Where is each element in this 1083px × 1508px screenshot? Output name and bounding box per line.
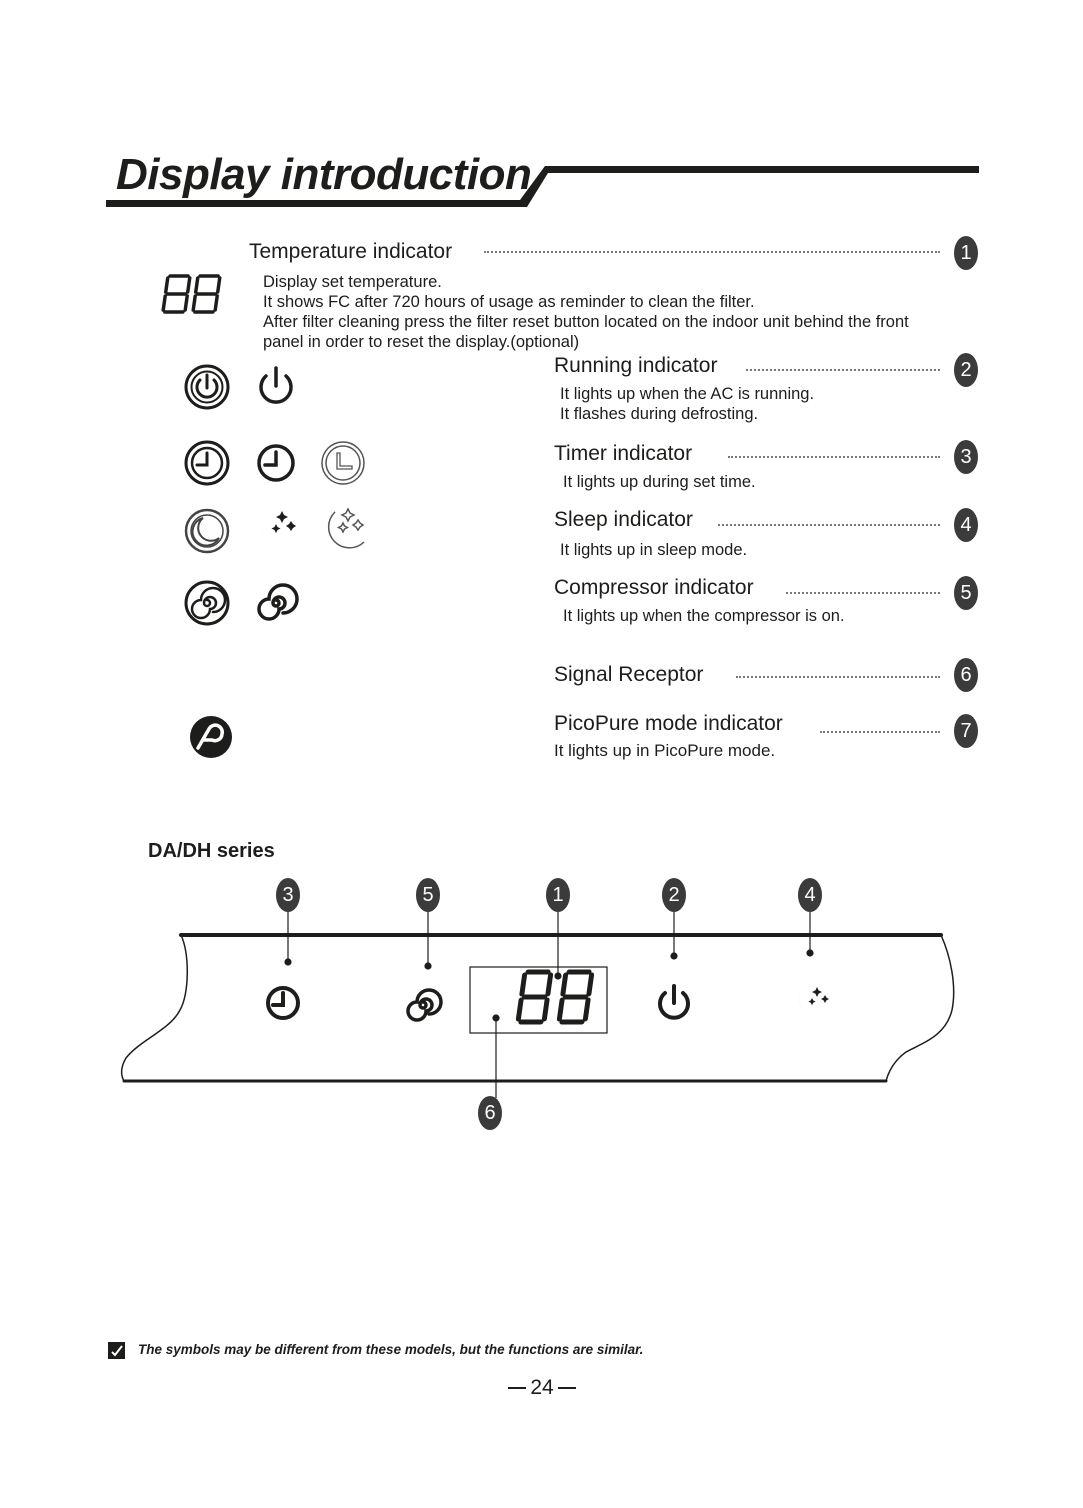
running-desc-line: It flashes during defrosting. bbox=[560, 405, 759, 423]
compressor-spiral-icon bbox=[408, 990, 441, 1020]
sleep-moon-icon bbox=[799, 987, 830, 1018]
panel-callout-2: 2 bbox=[662, 878, 686, 912]
temperature-indicator-heading: Temperature indicator bbox=[249, 240, 453, 263]
page-number bbox=[500, 1376, 584, 1400]
temperature-desc-line: Display set temperature. bbox=[263, 273, 442, 291]
panel-callout-3: 3 bbox=[276, 878, 300, 912]
picopure-desc-line: It lights up in PicoPure mode. bbox=[554, 741, 776, 760]
temperature-desc-line: It shows FC after 720 hours of usage as reminder to clean the filter. bbox=[263, 293, 755, 311]
badge-6: 6 bbox=[954, 658, 978, 692]
page-number-value: 24 bbox=[530, 1376, 554, 1399]
panel-callout-1: 1 bbox=[546, 878, 570, 912]
badge-2: 2 bbox=[954, 353, 978, 387]
footnote: The symbols may be different from these models, but the functions are similar. bbox=[138, 1342, 644, 1357]
running-desc-line: It lights up when the AC is running. bbox=[560, 385, 815, 403]
temperature-display-icon bbox=[518, 972, 592, 1022]
timer-desc-line: It lights up during set time. bbox=[563, 473, 756, 491]
running-indicator-heading: Running indicator bbox=[554, 354, 718, 377]
temperature-desc-line: After filter cleaning press the filter reset button located on the indoor unit behind the front bbox=[263, 313, 909, 331]
badge-1: 1 bbox=[954, 236, 978, 270]
badge-3: 3 bbox=[954, 440, 978, 474]
series-label: DA/DH series bbox=[148, 840, 275, 862]
badge-7: 7 bbox=[954, 714, 978, 748]
power-icon bbox=[660, 986, 688, 1018]
timer-icon bbox=[268, 988, 298, 1018]
badge-4: 4 bbox=[954, 508, 978, 542]
panel-callout-5: 5 bbox=[416, 878, 440, 912]
signal-receptor-heading: Signal Receptor bbox=[554, 663, 704, 686]
badge-5: 5 bbox=[954, 576, 978, 610]
picopure-indicator-heading: PicoPure mode indicator bbox=[554, 712, 783, 735]
timer-indicator-heading: Timer indicator bbox=[554, 442, 693, 465]
panel-callout-6: 6 bbox=[478, 1096, 502, 1130]
compressor-indicator-heading: Compressor indicator bbox=[554, 576, 754, 599]
sleep-desc-line: It lights up in sleep mode. bbox=[560, 541, 748, 559]
note-check-icon bbox=[108, 1342, 125, 1359]
sleep-indicator-heading: Sleep indicator bbox=[554, 508, 693, 531]
panel-callout-4: 4 bbox=[798, 878, 822, 912]
temperature-desc-line: panel in order to reset the display.(optional) bbox=[263, 333, 580, 351]
compressor-desc-line: It lights up when the compressor is on. bbox=[563, 607, 845, 625]
page-title: Display introduction bbox=[116, 150, 532, 199]
